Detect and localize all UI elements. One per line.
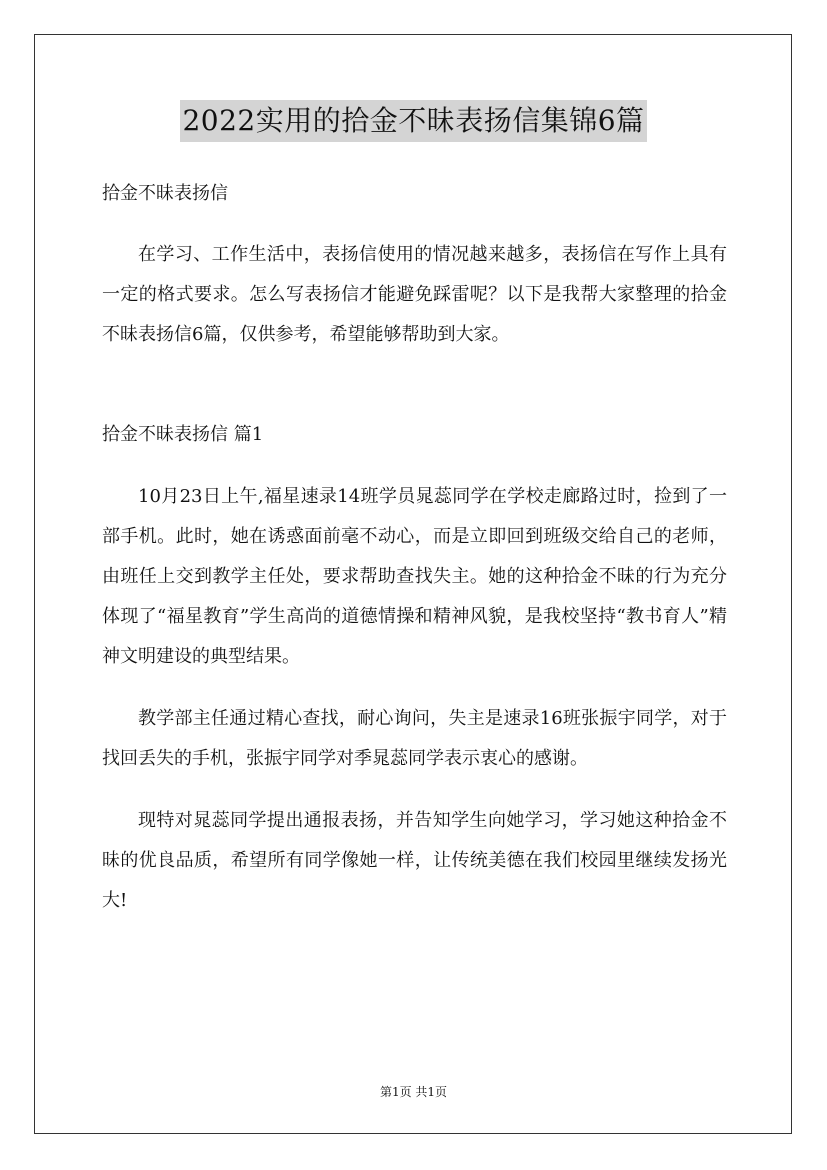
document-body: [102, 174, 727, 921]
page-footer: 第1页 共1页: [379, 1085, 448, 1099]
intro-paragraph: 在学习、工作生活中，表扬信使用的情况越来越多，表扬信在写作上具有一定的格式要求。怎么写表扬信才能避免踩雷呢？以下是我帮大家整理的拾金不昧表扬信6篇，仅供参考，希望能够帮助到大家。: [102, 244, 727, 345]
title-container: [0, 100, 827, 142]
body-paragraph-1: 10月23日上午,福星速录14班学员晁蕊同学在学校走廊路过时，捡到了一部手机。此时，她在诱惑面前毫不动心，而是立即回到班级交给自己的老师，由班任上交到教学主任处，要求帮助查找失主。她的这种拾金不昧的行为充分体现了“福星教育”学生高尚的道德情操和精神风貌，是我校坚持“教书育人”精神文明建设的典型结果。: [102, 486, 727, 667]
section-heading: 拾金不昧表扬信 篇1: [102, 424, 264, 445]
body-paragraph-2: 教学部主任通过精心查找，耐心询问，失主是速录16班张振宇同学，对于找回丢失的手机，张振宇同学对季晁蕊同学表示衷心的感谢。: [102, 708, 727, 769]
intro-heading: 拾金不昧表扬信: [102, 183, 228, 204]
body-paragraph-3: 现特对晁蕊同学提出通报表扬，并告知学生向她学习，学习她这种拾金不昧的优良品质，希望所有同学像她一样，让传统美德在我们校园里继续发扬光大!: [102, 810, 727, 911]
document-title: 2022实用的拾金不昧表扬信集锦6篇: [180, 100, 646, 142]
